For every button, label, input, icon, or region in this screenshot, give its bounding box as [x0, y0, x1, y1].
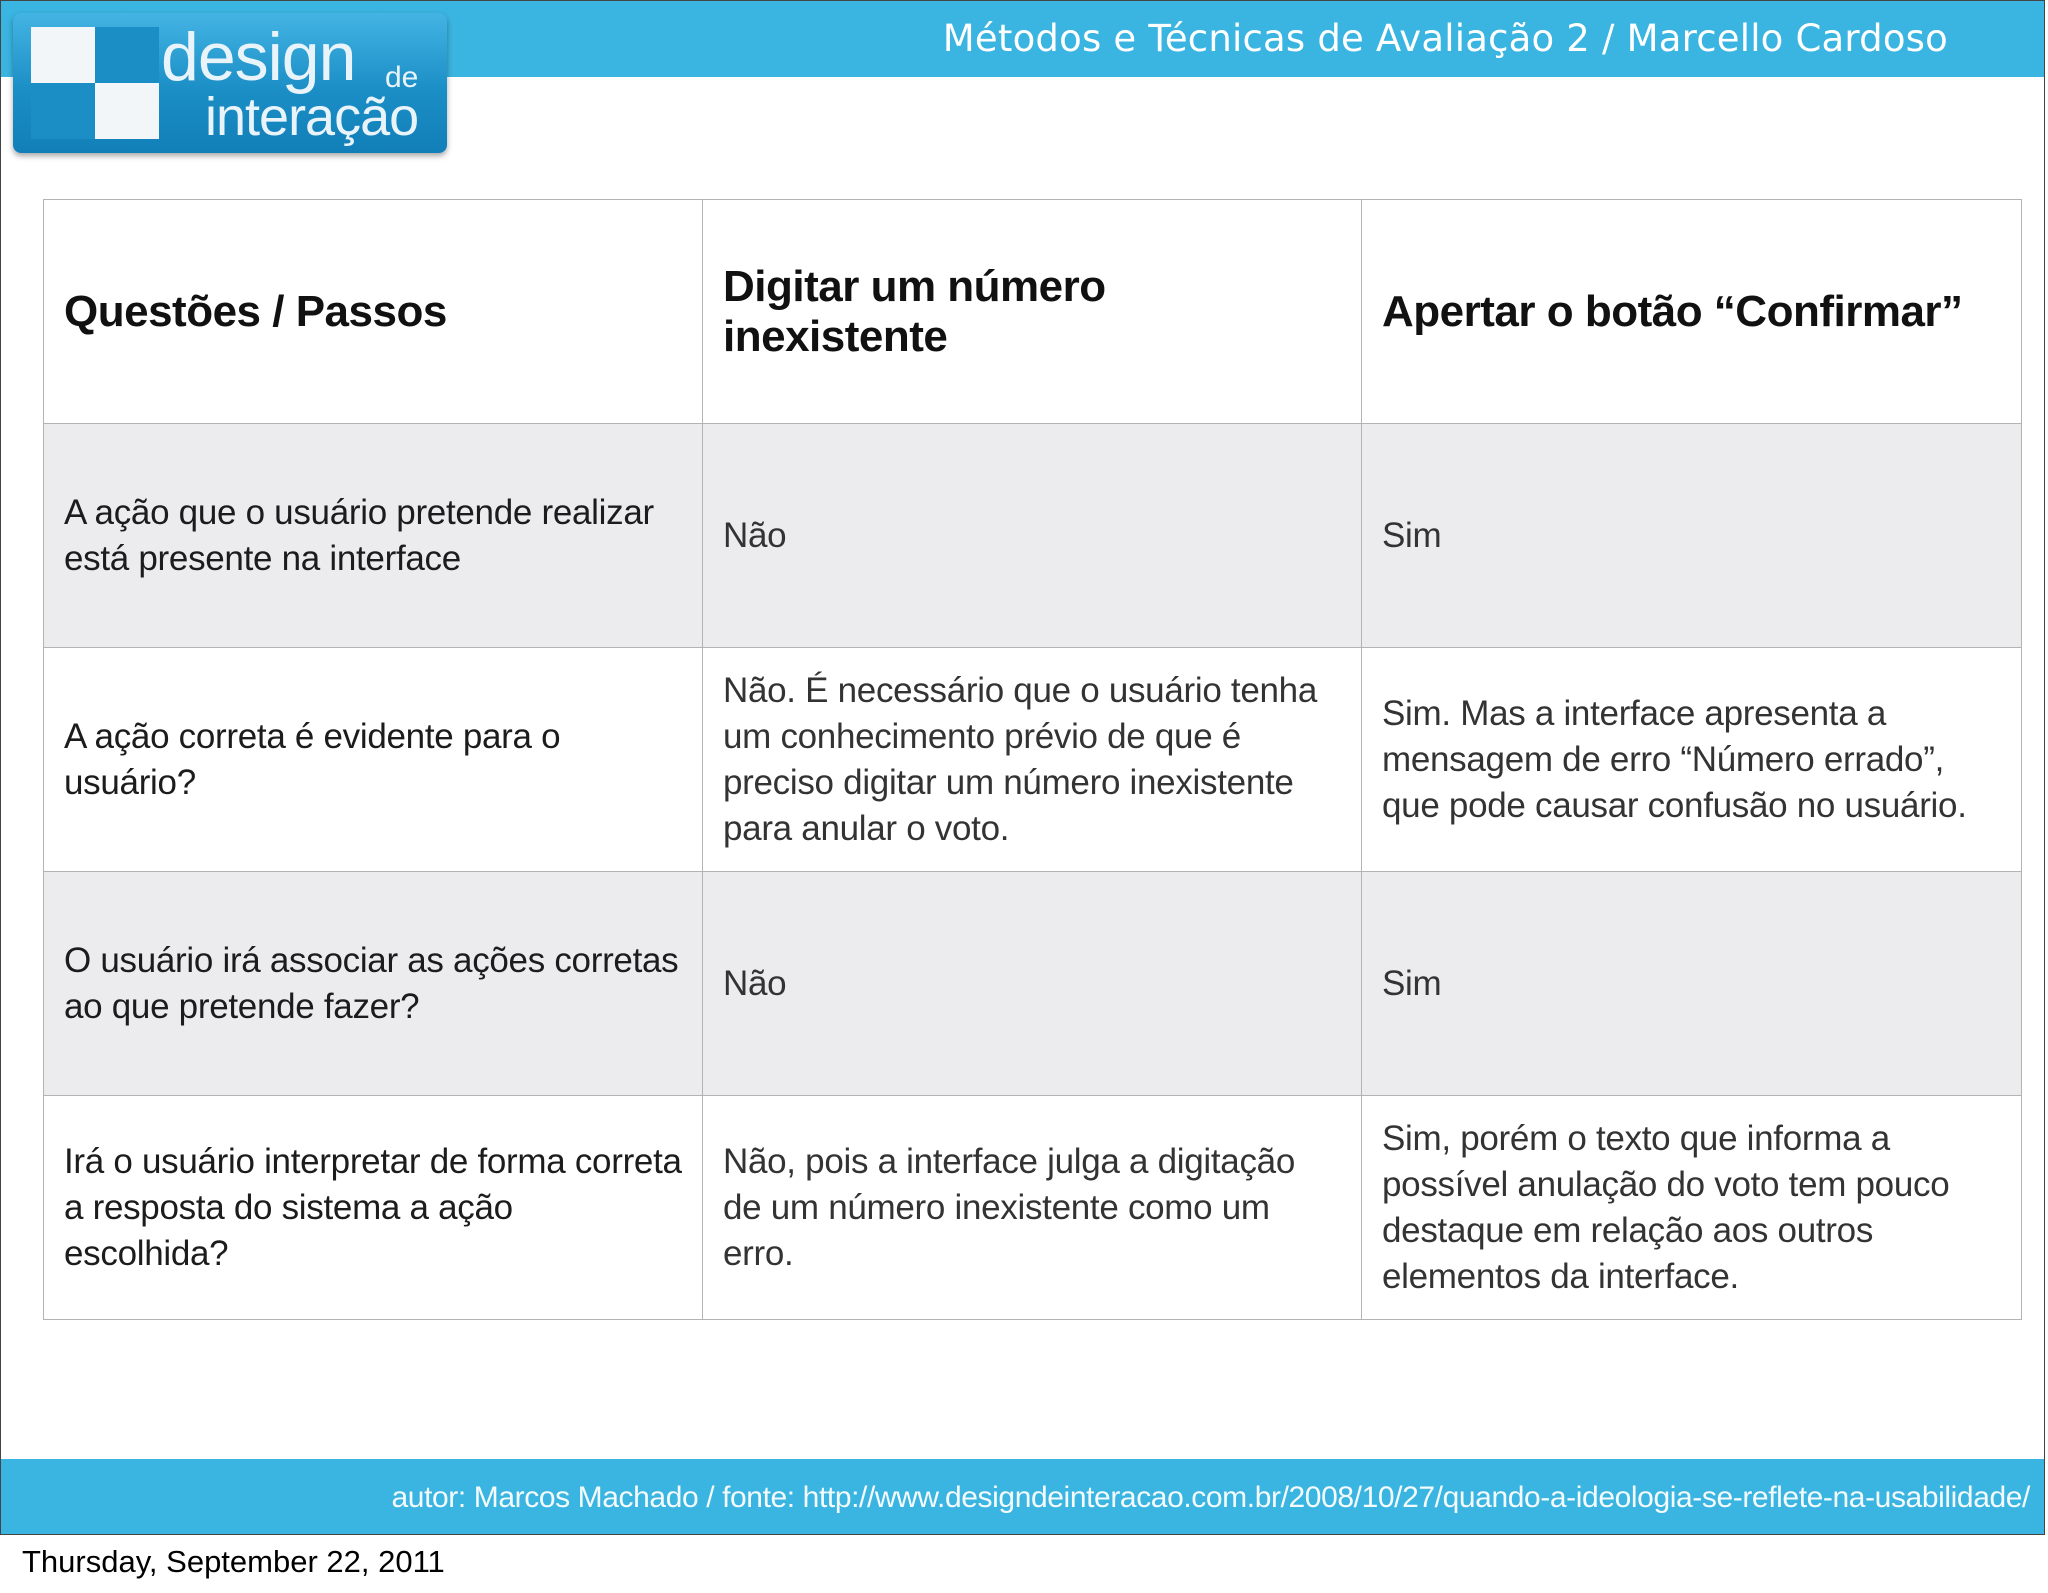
logo-text-de: de — [385, 61, 419, 94]
cognitive-walkthrough-table — [43, 199, 2022, 1320]
design-de-interacao-logo — [13, 13, 447, 153]
answer-step-1: Não — [703, 424, 1362, 648]
logo-checker-icon — [31, 27, 159, 139]
answer-step-1: Não — [703, 872, 1362, 1096]
print-date: Thursday, September 22, 2011 — [22, 1544, 445, 1579]
question-cell: A ação correta é evidente para o usuário? — [44, 648, 703, 872]
table-row — [44, 648, 2022, 872]
source-credit: autor: Marcos Machado / fonte: http://www.designdeinteracao.com.br/2008/10/27/quando-a-ideologia-se-reflete-na-usabilidade/ — [391, 1481, 2030, 1514]
slide-title: Métodos e Técnicas de Avaliação 2 / Marcello Cardoso — [942, 17, 1948, 60]
table-header-row — [44, 200, 2022, 424]
question-cell: A ação que o usuário pretende realizar está presente na interface — [44, 424, 703, 648]
answer-step-2: Sim, porém o texto que informa a possível anulação do voto tem pouco destaque em relação aos outros elementos da interface. — [1362, 1096, 2022, 1320]
header-step-2: Apertar o botão “Confirmar” — [1362, 200, 2022, 424]
logo-text-design: design — [161, 19, 356, 95]
header-step-1: Digitar um número inexistente — [703, 200, 1362, 424]
question-cell: Irá o usuário interpretar de forma correta a resposta do sistema a ação escolhida? — [44, 1096, 703, 1320]
table-row — [44, 872, 2022, 1096]
table-row — [44, 424, 2022, 648]
table-row — [44, 1096, 2022, 1320]
header-questions: Questões / Passos — [44, 200, 703, 424]
footer-bar — [1, 1459, 2044, 1535]
answer-step-1: Não. É necessário que o usuário tenha um conhecimento prévio de que é preciso digitar um número inexistente para anular o voto. — [703, 648, 1362, 872]
logo-text-interacao: interação — [205, 87, 419, 147]
question-cell: O usuário irá associar as ações corretas ao que pretende fazer? — [44, 872, 703, 1096]
answer-step-2: Sim — [1362, 424, 2022, 648]
answer-step-2: Sim. Mas a interface apresenta a mensagem de erro “Número errado”, que pode causar confusão no usuário. — [1362, 648, 2022, 872]
answer-step-1: Não, pois a interface julga a digitação de um número inexistente como um erro. — [703, 1096, 1362, 1320]
answer-step-2: Sim — [1362, 872, 2022, 1096]
